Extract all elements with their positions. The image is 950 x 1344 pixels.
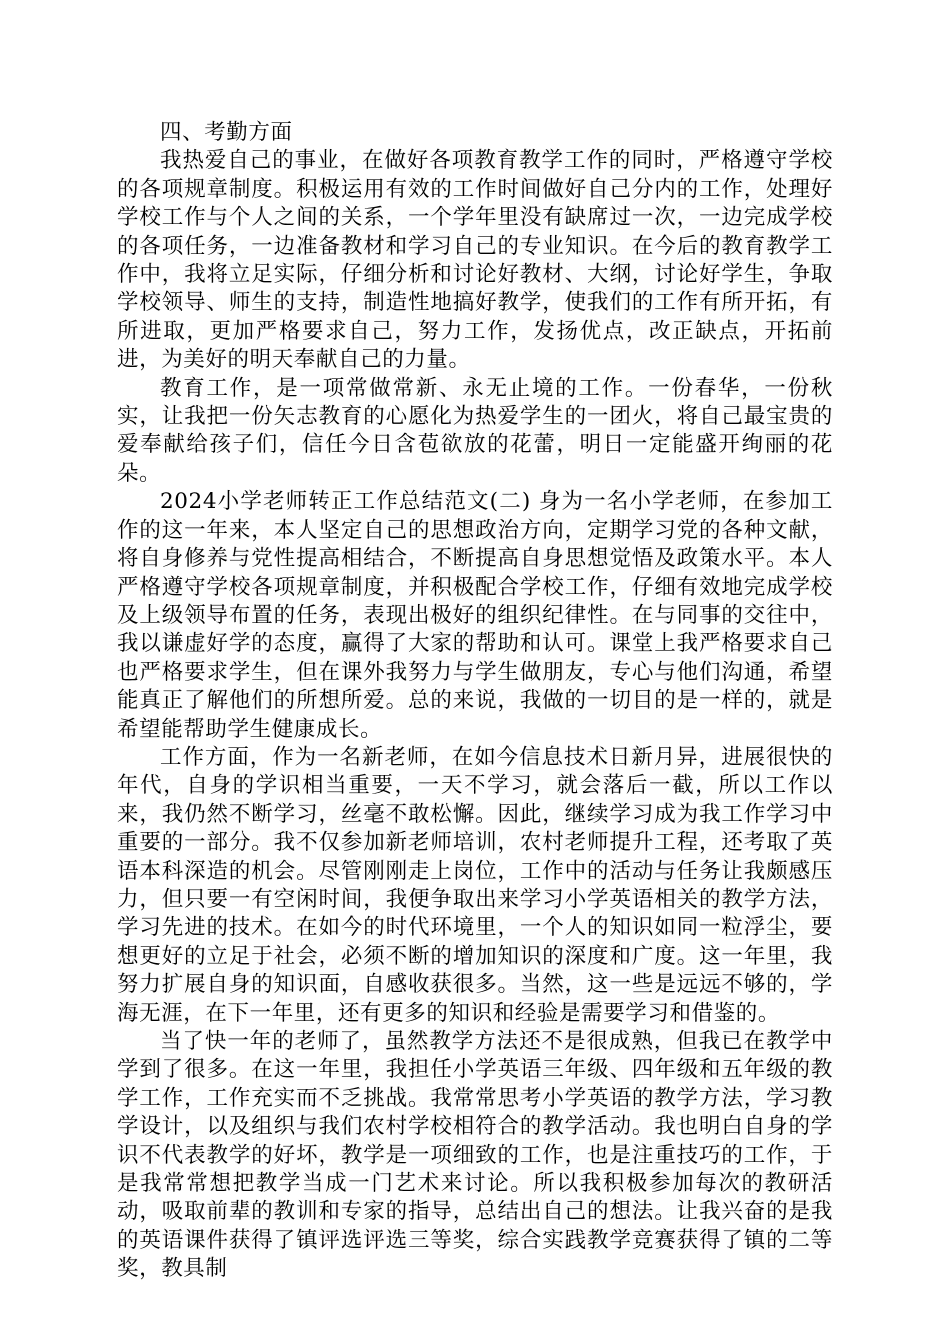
paragraph-summary-two: 2024小学老师转正工作总结范文(二) 身为一名小学老师，在参加工作的这一年来，本人坚定自己的思想政治方向，定期学习党的各种文献，将自身修养与党性提高相结合，不断提高自身思想觉悟及政策水平。本人严格遵守学校各项规章制度，并积极配合学校工作，仔细有效地完成学校及上级领导布置的任务，表现出极好的组织纪律性。在与同事的交往中，我以谦虚好学的态度，赢得了大家的帮助和认可。课堂上我严格要求自己也严格要求学生，但在课外我努力与学生做朋友，专心与他们沟通，希望能真正了解他们的所想所爱。总的来说，我做的一切目的是一样的，就是希望能帮助学生健康成长。	[117, 489, 833, 742]
paragraph-attendance: 我热爱自己的事业，在做好各项教育教学工作的同时，严格遵守学校的各项规章制度。积极运用有效的工作时间做好自己分内的工作，处理好学校工作与个人之间的关系，一个学年里没有缺席过一次，一边完成学校的各项任务，一边准备教材和学习自己的专业知识。在今后的教育教学工作中，我将立足实际，仔细分析和讨论好教材、大纲，讨论好学生，争取学校领导、师生的支持，制造性地搞好教学，使我们的工作有所开拓，有所进取，更加严格要求自己，努力工作，发扬优点，改正缺点，开拓前进，为美好的明天奉献自己的力量。	[117, 148, 833, 373]
section-heading: 四、考勤方面	[160, 120, 293, 145]
paragraph-teaching: 当了快一年的老师了，虽然教学方法还不是很成熟，但我已在教学中学到了很多。在这一年里，我担任小学英语三年级、四年级和五年级的教学工作，工作充实而不乏挑战。我常常思考小学英语的教学方法，学习教学设计，以及组织与我们农村学校相符合的教学活动。我也明白自身的学识不代表教学的好坏，教学是一项细致的工作，也是注重技巧的工作，于是我常常想把教学当成一门艺术来讨论。所以我积极参加每次的教研活动，吸取前辈的教训和专家的指导，总结出自己的想法。让我兴奋的是我的英语课件获得了镇评选评选三等奖，综合实践教学竞赛获得了镇的二等奖，教具制	[117, 1029, 833, 1282]
paragraph-education-work: 教育工作，是一项常做常新、永无止境的工作。一份春华，一份秋实，让我把一份矢志教育的心愿化为热爱学生的一团火，将自己最宝贵的爱奉献给孩子们，信任今日含苞欲放的花蕾，明日一定能盛开绚丽的花朵。	[117, 375, 833, 486]
paragraph-work-aspect: 工作方面，作为一名新老师，在如今信息技术日新月异，进展很快的年代，自身的学识相当重要，一天不学习，就会落后一截，所以工作以来，我仍然不断学习，丝毫不敢松懈。因此，继续学习成为我工作学习中重要的一部分。我不仅参加新老师培训，农村老师提升工程，还考取了英语本科深造的机会。尽管刚刚走上岗位，工作中的活动与任务让我颇感压力，但只要一有空闲时间，我便争取出来学习小学英语相关的教学方法，学习先进的技术。在如今的时代环境里，一个人的知识如同一粒浮尘，要想更好的立足于社会，必须不断的增加知识的深度和广度。这一年里，我努力扩展自身的知识面，自感收获很多。当然，这一些是远远不够的，学海无涯，在下一年里，还有更多的知识和经验是需要学习和借鉴的。	[117, 744, 833, 1026]
document-body	[117, 119, 833, 1284]
